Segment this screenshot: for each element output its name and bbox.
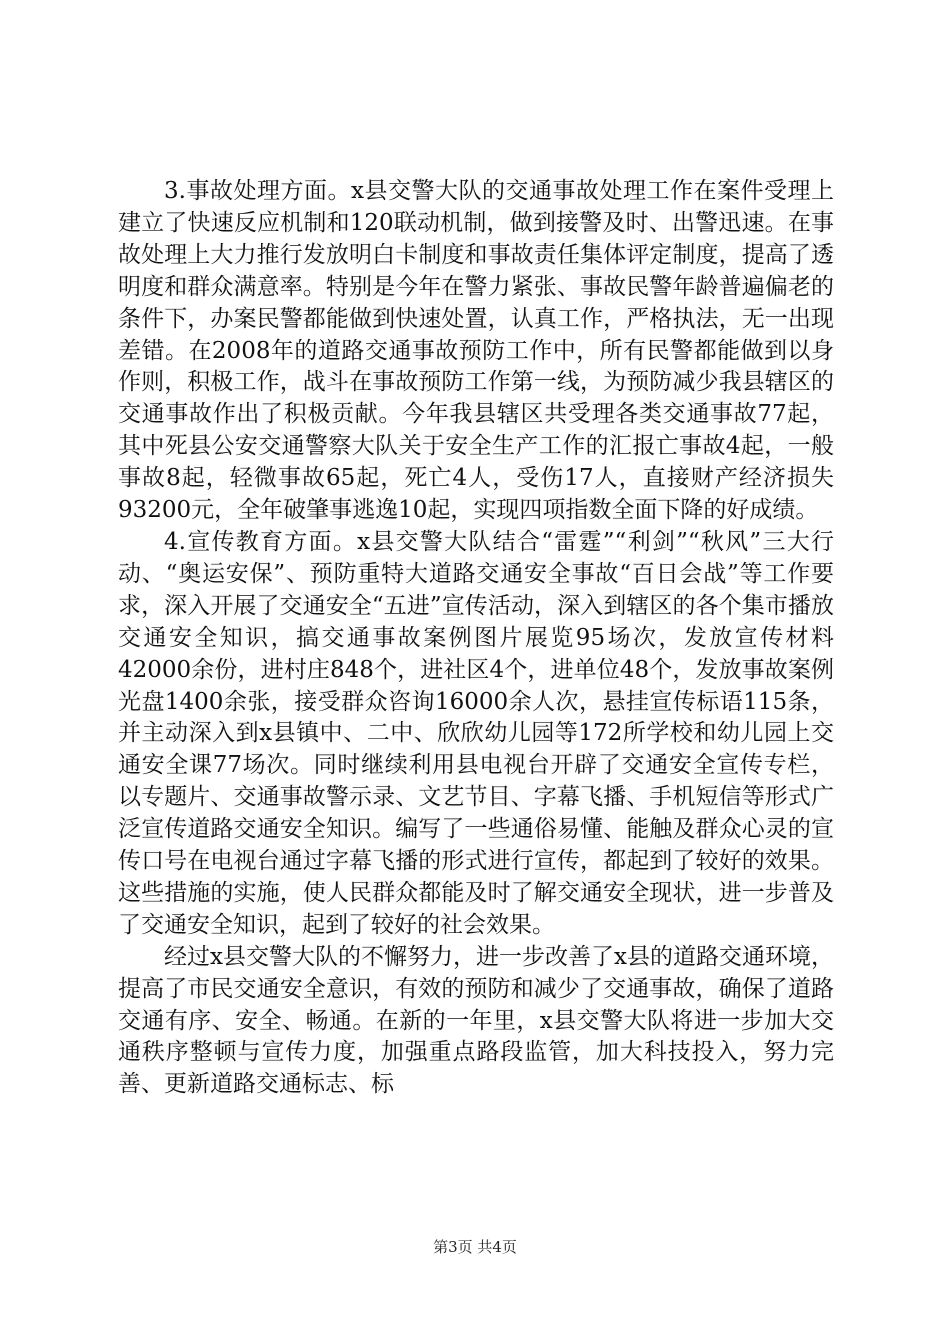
paragraph-summary: 经过x县交警大队的不懈努力，进一步改善了x县的道路交通环境，提高了市民交通安全意识，有效的预防和减少了交通事故，确保了道路交通有序、安全、畅通。在新的一年里，x县交警大队将进一步加大交通秩序整顿与宣传力度，加强重点路段监管，加大科技投入，努力完善、更新道路交通标志、标: [118, 943, 834, 1098]
paragraph-publicity-education: 4.宣传教育方面。x县交警大队结合“雷霆”“利剑”“秋风”三大行动、“奥运安保”、预防重特大道路交通安全事故“百日会战”等工作要求，深入开展了交通安全“五进”宣传活动，深入到辖区的各个集市播放交通安全知识，搞交通事故案例图片展览95场次，发放宣传材料42000余份，进村庄848个，进社区4个，进单位48个，发放事故案例光盘1400余张，接受群众咨询16000余人次，悬挂宣传标语115条，并主动深入到x县镇中、二中、欣欣幼儿园等172所学校和幼儿园上交通安全课77场次。同时继续利用县电视台开辟了交通安全宣传专栏，以专题片、交通事故警示录、文艺节目、字幕飞播、手机短信等形式广泛宣传道路交通安全知识。编写了一些通俗易懂、能触及群众心灵的宣传口号在电视台通过字幕飞播的形式进行宣传，都起到了较好的效果。这些措施的实施，使人民群众都能及时了解交通安全现状，进一步普及了交通安全知识，起到了较好的社会效果。: [118, 528, 834, 938]
paragraph-accident-handling: 3.事故处理方面。x县交警大队的交通事故处理工作在案件受理上建立了快速反应机制和120联动机制，做到接警及时、出警迅速。在事故处理上大力推行发放明白卡制度和事故责任集体评定制度，提高了透明度和群众满意率。特别是今年在警力紧张、事故民警年龄普遍偏老的条件下，办案民警都能做到快速处置，认真工作，严格执法，无一出现差错。在2008年的道路交通事故预防工作中，所有民警都能做到以身作则，积极工作，战斗在事故预防工作第一线，为预防减少我县辖区的交通事故作出了积极贡献。今年我县辖区共受理各类交通事故77起，其中死县公安交通警察大队关于安全生产工作的汇报亡事故4起，一般事故8起，轻微事故65起，死亡4人，受伤17人，直接财产经济损失93200元，全年破肇事逃逸10起，实现四项指数全面下降的好成绩。: [118, 178, 834, 524]
document-body: [118, 176, 834, 1101]
page-number-footer: 第3页 共4页: [433, 1238, 517, 1256]
